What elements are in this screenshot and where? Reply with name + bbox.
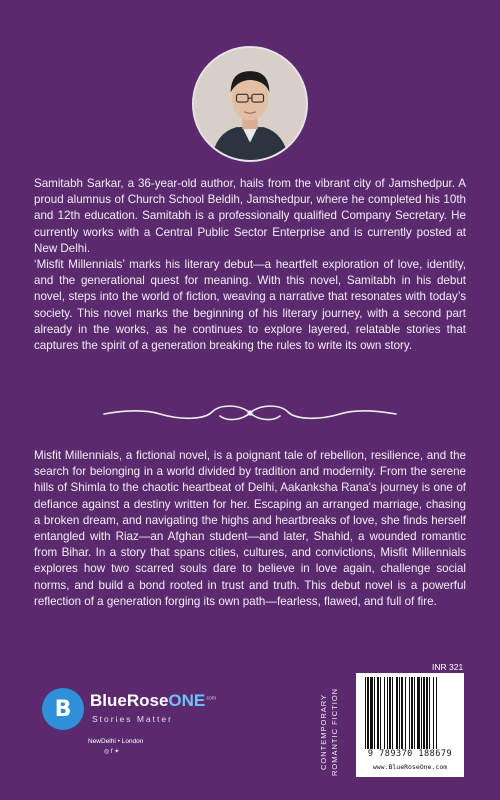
genre-line-1: CONTEMPORARY — [319, 693, 328, 771]
publisher-name-main: BlueRose — [90, 691, 169, 710]
publisher-tagline: Stories Matter — [92, 714, 173, 724]
genre-line-2: ROMANTIC FICTION — [330, 687, 339, 777]
publisher-locations: NewDelhi • London — [88, 738, 144, 745]
publisher-logo — [42, 688, 217, 768]
genre-label — [318, 686, 348, 778]
author-bio-paragraph-1: Samitabh Sarkar, a 36-year-old author, hails from the vibrant city of Jamshedpur. A proud alumnus of Church School Beldih, Jamshedpur, where he completed his 10th and 12th education. Samitabh is a professionally qualified Company Secretary. He currently works with a Central Public Sector Enterprise and is currently posted at New Delhi. — [34, 177, 466, 255]
book-synopsis: Misfit Millennials, a fictional novel, is a poignant tale of rebellion, resilience, and the search for belonging in a world divided by tradition and modernity. From the serene hills of Shimla to the chaotic heartbeat of Delhi, Aakanksha Rana's journey is one of defiance against a destiny written for her. Escaping an arranged marriage, chasing a broken dream, and navigating the highs and heartbreaks of love, she finds herself entangled with Riaz—an Afghan student—and later, Shahid, a wounded romantic from Bihar. In a story that spans cities, cultures, and convictions, Misfit Millennials explores how two scarred souls dare to believe in love again, challenge social norms, and build a bond rooted in trust and truth. This debut novel is a powerful reflection of a generation forging its own path—fearless, flawed, and full of fire. — [34, 449, 466, 608]
author-bio-paragraph-2: ‘Misfit Millennials’ marks his literary debut—a heartfelt exploration of love, identity, and the generational quest for meaning. With this novel, Samitabh in his debut novel, steps into the world of fiction, weaving a narrative that resonates with today’s society. This novel marks the beginning of his literary journey, with a second part already in the works, as he continues to explore layered, relatable stories that captures the spirit of a generation breaking the rules to write its own story. — [34, 258, 466, 353]
social-media-icons: ◎ f ✦ — [104, 749, 120, 755]
publisher-website: www.BlueRoseOne.com — [372, 763, 448, 771]
author-photo — [192, 46, 308, 162]
author-portrait-image — [194, 48, 306, 160]
publisher-logo-icon: B — [42, 688, 84, 730]
barcode-bars — [364, 677, 458, 749]
publisher-name-accent: ONE — [168, 691, 206, 710]
isbn-number: 9 789370 188679 — [367, 749, 453, 759]
isbn-barcode — [356, 673, 464, 777]
price-label: INR 321 — [432, 662, 464, 672]
publisher-name-suffix: .com — [205, 695, 217, 702]
publisher-name — [90, 691, 216, 711]
ornamental-divider — [100, 400, 400, 426]
